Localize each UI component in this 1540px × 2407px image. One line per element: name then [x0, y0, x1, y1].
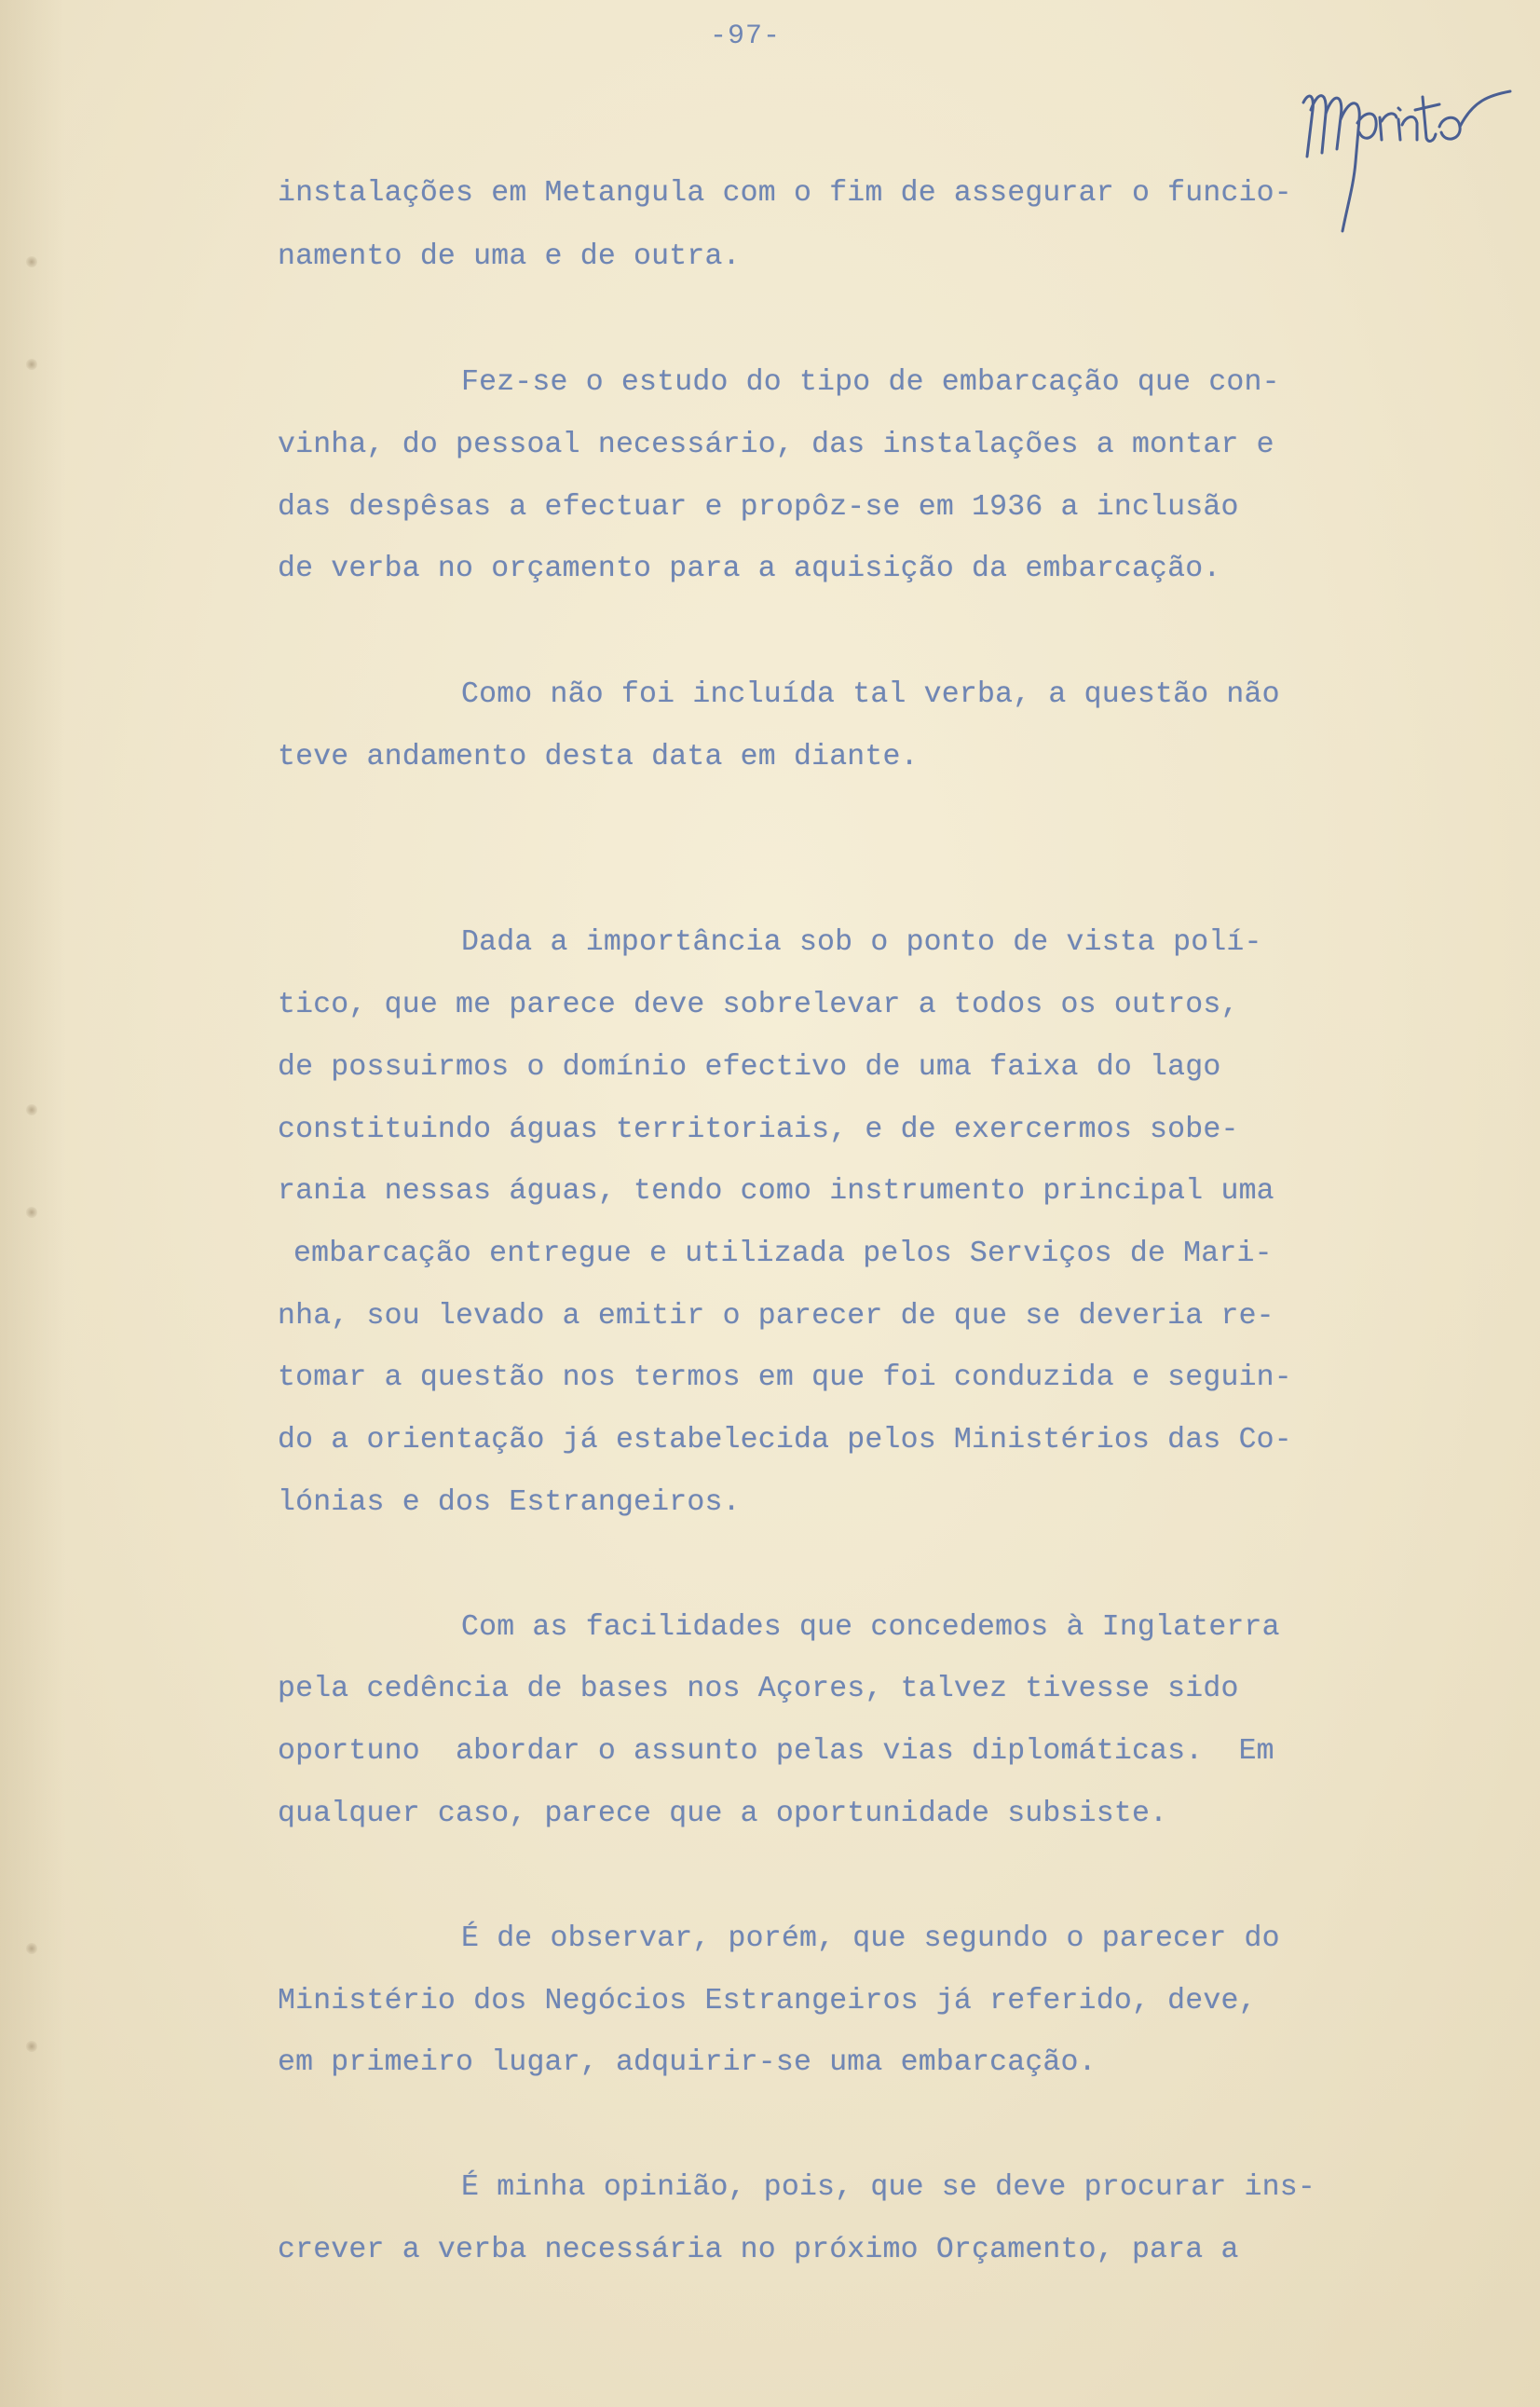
handwritten-signature	[1290, 73, 1533, 250]
text-line: tomar a questão nos termos em que foi conduzida e seguin-	[278, 1361, 1292, 1394]
text-line: rania nessas águas, tendo como instrumento principal uma	[278, 1175, 1274, 1208]
text-line: lónias e dos Estrangeiros.	[278, 1486, 741, 1519]
punch-mark	[26, 1943, 37, 1954]
text-line: Dada a importância sob o ponto de vista polí-	[461, 926, 1262, 959]
text-line: namento de uma e de outra.	[278, 240, 741, 273]
punch-mark	[26, 359, 37, 370]
text-line: embarcação entregue e utilizada pelos Serviços de Mari-	[293, 1238, 1273, 1270]
text-line: oportuno abordar o assunto pelas vias diplomáticas. Em	[278, 1735, 1274, 1768]
punch-mark	[26, 2041, 37, 2052]
text-line: do a orientação já estabelecida pelos Ministérios das Co-	[278, 1424, 1292, 1457]
text-line: das despêsas a efectuar e propôz-se em 1936 a inclusão	[278, 491, 1239, 524]
text-line: É minha opinião, pois, que se deve procurar ins-	[461, 2171, 1315, 2204]
punch-mark	[26, 1104, 37, 1115]
text-line: vinha, do pessoal necessário, das instalações a montar e	[278, 429, 1274, 461]
text-line: de verba no orçamento para a aquisição da embarcação.	[278, 553, 1221, 585]
text-line: pela cedência de bases nos Açores, talvez tivesse sido	[278, 1673, 1239, 1705]
text-line: crever a verba necessária no próximo Orçamento, para a	[278, 2234, 1239, 2266]
text-line: qualquer caso, parece que a oportunidade subsiste.	[278, 1798, 1168, 1830]
text-line: tico, que me parece deve sobrelevar a todos os outros,	[278, 989, 1239, 1021]
text-line: Com as facilidades que concedemos à Inglaterra	[461, 1611, 1280, 1644]
text-line: teve andamento desta data em diante.	[278, 741, 919, 773]
text-line: de possuirmos o domínio efectivo de uma faixa do lago	[278, 1051, 1221, 1084]
page-number: -97-	[709, 21, 781, 52]
text-line: nha, sou levado a emitir o parecer de que se deveria re-	[278, 1300, 1274, 1333]
text-line: Como não foi incluída tal verba, a questão não	[461, 678, 1280, 711]
punch-mark	[26, 1207, 37, 1218]
punch-mark	[26, 256, 37, 267]
text-line: instalações em Metangula com o fim de assegurar o funcio-	[278, 177, 1292, 210]
text-line: Fez-se o estudo do tipo de embarcação que con-	[461, 366, 1280, 399]
text-line: Ministério dos Negócios Estrangeiros já referido, deve,	[278, 1985, 1257, 2017]
text-line: em primeiro lugar, adquirir-se uma embarcação.	[278, 2046, 1097, 2079]
text-line: constituindo águas territoriais, e de exercermos sobe-	[278, 1114, 1239, 1146]
text-line: É de observar, porém, que segundo o parecer do	[461, 1922, 1280, 1955]
